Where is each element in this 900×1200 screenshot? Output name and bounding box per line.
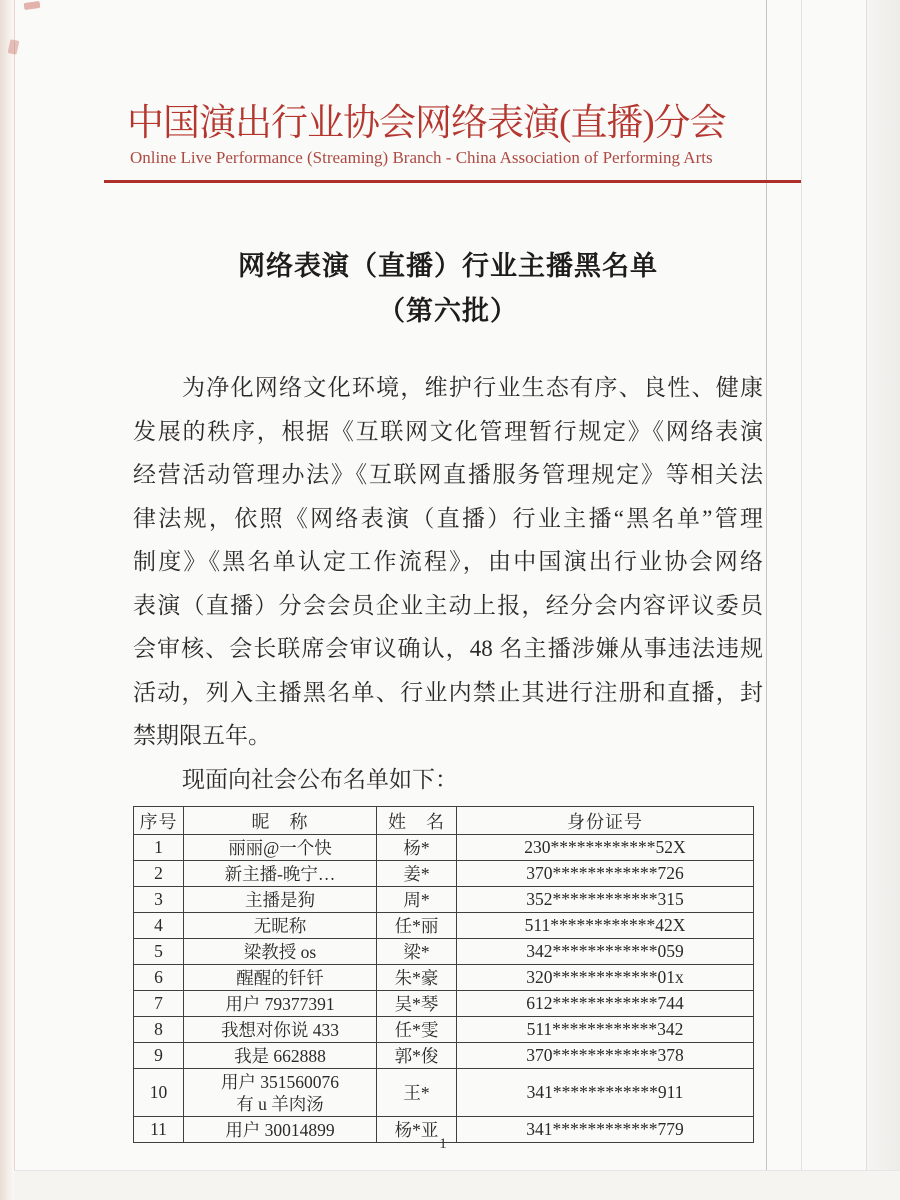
- id-cell: 511************342: [457, 1017, 754, 1043]
- nickname-cell: 主播是狗: [184, 887, 377, 913]
- id-cell: 230************52X: [457, 835, 754, 861]
- name-cell: 朱*豪: [377, 965, 457, 991]
- name-cell: 郭*俊: [377, 1043, 457, 1069]
- name-cell: 王*: [377, 1069, 457, 1117]
- nickname-cell: 我想对你说 433: [184, 1017, 377, 1043]
- table-row: [134, 991, 754, 1017]
- body-line: 表演（直播）分会会员企业主动上报，经分会内容评议委员: [133, 592, 763, 618]
- nickname-cell: [184, 1069, 377, 1117]
- body-line: 发展的秩序，根据《互联网文化管理暂行规定》《网络表演: [133, 418, 763, 444]
- body-line: 制度》《黑名单认定工作流程》，由中国演出行业协会网络: [133, 549, 763, 574]
- name-cell: 杨*亚: [377, 1117, 457, 1143]
- no-cell: 1: [134, 835, 184, 861]
- no-cell: 4: [134, 913, 184, 939]
- table-row: [134, 861, 754, 887]
- nickname-cell: 用户 30014899: [184, 1117, 377, 1143]
- name-cell: 梁*: [377, 939, 457, 965]
- col-header-name: 姓 名: [377, 807, 457, 835]
- table-row: [134, 1069, 754, 1117]
- scan-edge-right-band: [867, 0, 900, 1200]
- nickname-cell: 我是 662888: [184, 1043, 377, 1069]
- body-line: 会审核、会长联席会审议确认，48 名主播涉嫌从事违法违规: [133, 636, 763, 661]
- no-cell: 2: [134, 861, 184, 887]
- letterhead-rule: [104, 180, 801, 183]
- table-row: [134, 939, 754, 965]
- page-number: 1: [439, 1136, 447, 1152]
- announce-line: 现面向社会公布名单如下：: [182, 766, 458, 792]
- blacklist-table: [133, 806, 754, 1143]
- nickname-cell: 用户 79377391: [184, 991, 377, 1017]
- table-row: [134, 1043, 754, 1069]
- id-cell: 511************42X: [457, 913, 754, 939]
- table-header-row: [134, 807, 754, 835]
- no-cell: 11: [134, 1117, 184, 1143]
- table-row: [134, 835, 754, 861]
- nickname-line-2: 有 u 羊肉汤: [236, 1093, 324, 1114]
- id-cell: 352************315: [457, 887, 754, 913]
- name-cell: 任*丽: [377, 913, 457, 939]
- table-row: [134, 887, 754, 913]
- id-cell: 370************726: [457, 861, 754, 887]
- org-title-cn: 中国演出行业协会网络表演(直播)分会: [127, 103, 726, 144]
- scan-artifact-red-mark: [8, 39, 20, 55]
- nickname-line-1: 用户 351560076: [220, 1071, 340, 1092]
- body-line: 经营活动管理办法》《互联网直播服务管理规定》等相关法: [133, 462, 763, 487]
- table-row: [134, 965, 754, 991]
- no-cell: 6: [134, 965, 184, 991]
- id-cell: 370************378: [457, 1043, 754, 1069]
- scan-edge-bottom-band: [14, 1170, 900, 1200]
- body-line: 活动，列入主播黑名单、行业内禁止其进行注册和直播，封: [133, 679, 763, 705]
- name-cell: 任*雯: [377, 1017, 457, 1043]
- document-body: [133, 366, 763, 801]
- org-title-en: Online Live Performance (Streaming) Branch - China Association of Performing Arts: [130, 148, 713, 167]
- no-cell: 5: [134, 939, 184, 965]
- name-cell: 杨*: [377, 835, 457, 861]
- id-cell: 320************01x: [457, 965, 754, 991]
- id-cell: 342************059: [457, 939, 754, 965]
- nickname-cell: 梁教授 os: [184, 939, 377, 965]
- body-line: 禁期限五年。: [133, 723, 271, 748]
- id-cell: 341************779: [457, 1117, 754, 1143]
- name-cell: 周*: [377, 887, 457, 913]
- col-header-id: 身份证号: [457, 807, 754, 835]
- name-cell: 姜*: [377, 861, 457, 887]
- scan-artifact-red-mark: [24, 1, 41, 10]
- no-cell: 9: [134, 1043, 184, 1069]
- id-cell: 612************744: [457, 991, 754, 1017]
- table-row: [134, 1017, 754, 1043]
- nickname-cell: 新主播-晚宁…: [184, 861, 377, 887]
- col-header-nickname: 昵 称: [184, 807, 377, 835]
- no-cell: 8: [134, 1017, 184, 1043]
- nickname-cell: 醒醒的钎钎: [184, 965, 377, 991]
- scan-crease-line: [801, 0, 802, 1200]
- body-line: 为净化网络文化环境，维护行业生态有序、良性、健康: [182, 375, 763, 400]
- no-cell: 7: [134, 991, 184, 1017]
- nickname-cell: 无昵称: [184, 913, 377, 939]
- no-cell: 10: [134, 1069, 184, 1117]
- body-line: 律法规，依照《网络表演（直播）行业主播“黑名单”管理: [133, 505, 763, 531]
- no-cell: 3: [134, 887, 184, 913]
- id-cell: 341************911: [457, 1069, 754, 1117]
- scan-edge-left-band: [0, 0, 15, 1200]
- nickname-cell: 丽丽@一个快: [184, 835, 377, 861]
- table-row: [134, 913, 754, 939]
- col-header-no: 序号: [134, 807, 184, 835]
- document-subtitle: （第六批）: [378, 296, 518, 326]
- document-title: 网络表演（直播）行业主播黑名单: [238, 251, 658, 281]
- name-cell: 吴*琴: [377, 991, 457, 1017]
